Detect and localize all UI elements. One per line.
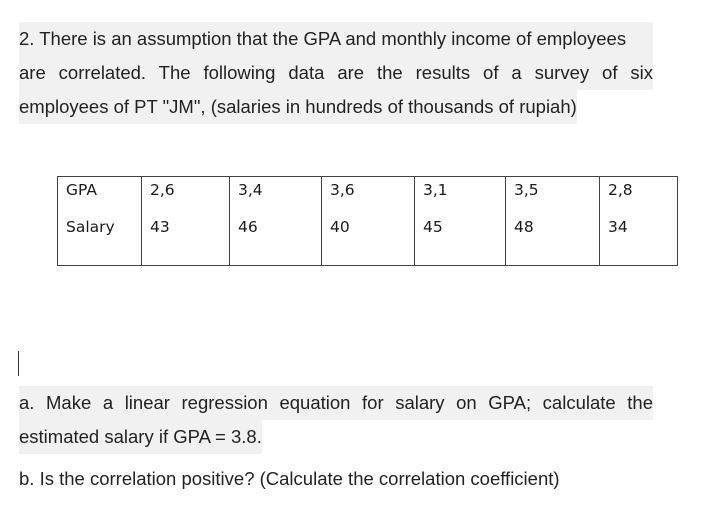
table-row-label: Salary — [58, 214, 142, 266]
question-a-line-2: estimated salary if GPA = 3.8. — [19, 420, 262, 454]
problem-line-2: are correlated. The following data are the results of a survey of six — [19, 56, 653, 90]
problem-line-3: employees of PT "JM", (salaries in hundreds of thousands of rupiah) — [19, 90, 577, 124]
table-cell: 2,8 — [600, 177, 678, 215]
question-b: b. Is the correlation positive? (Calculate the correlation coefficient) — [19, 468, 560, 489]
problem-statement — [19, 22, 653, 124]
table-row-label: GPA — [58, 177, 142, 215]
table-row-gpa — [58, 177, 678, 215]
table-cell: 48 — [506, 214, 600, 266]
table-cell: 34 — [600, 214, 678, 266]
table-cell: 2,6 — [142, 177, 230, 215]
table-cell: 43 — [142, 214, 230, 266]
table-row-salary — [58, 214, 678, 266]
table-cell: 3,5 — [506, 177, 600, 215]
question-a — [19, 386, 653, 454]
table-cell: 40 — [322, 214, 415, 266]
table-cell: 45 — [415, 214, 506, 266]
table-cell: 3,6 — [322, 177, 415, 215]
questions — [19, 386, 653, 496]
question-a-line-1: a. Make a linear regression equation for salary on GPA; calculate the — [19, 386, 653, 420]
table-cell: 3,4 — [230, 177, 322, 215]
table-cell: 3,1 — [415, 177, 506, 215]
text-cursor — [18, 351, 19, 376]
data-table — [57, 176, 678, 266]
table-cell: 46 — [230, 214, 322, 266]
problem-line-1: 2. There is an assumption that the GPA and monthly income of employees — [19, 22, 653, 56]
